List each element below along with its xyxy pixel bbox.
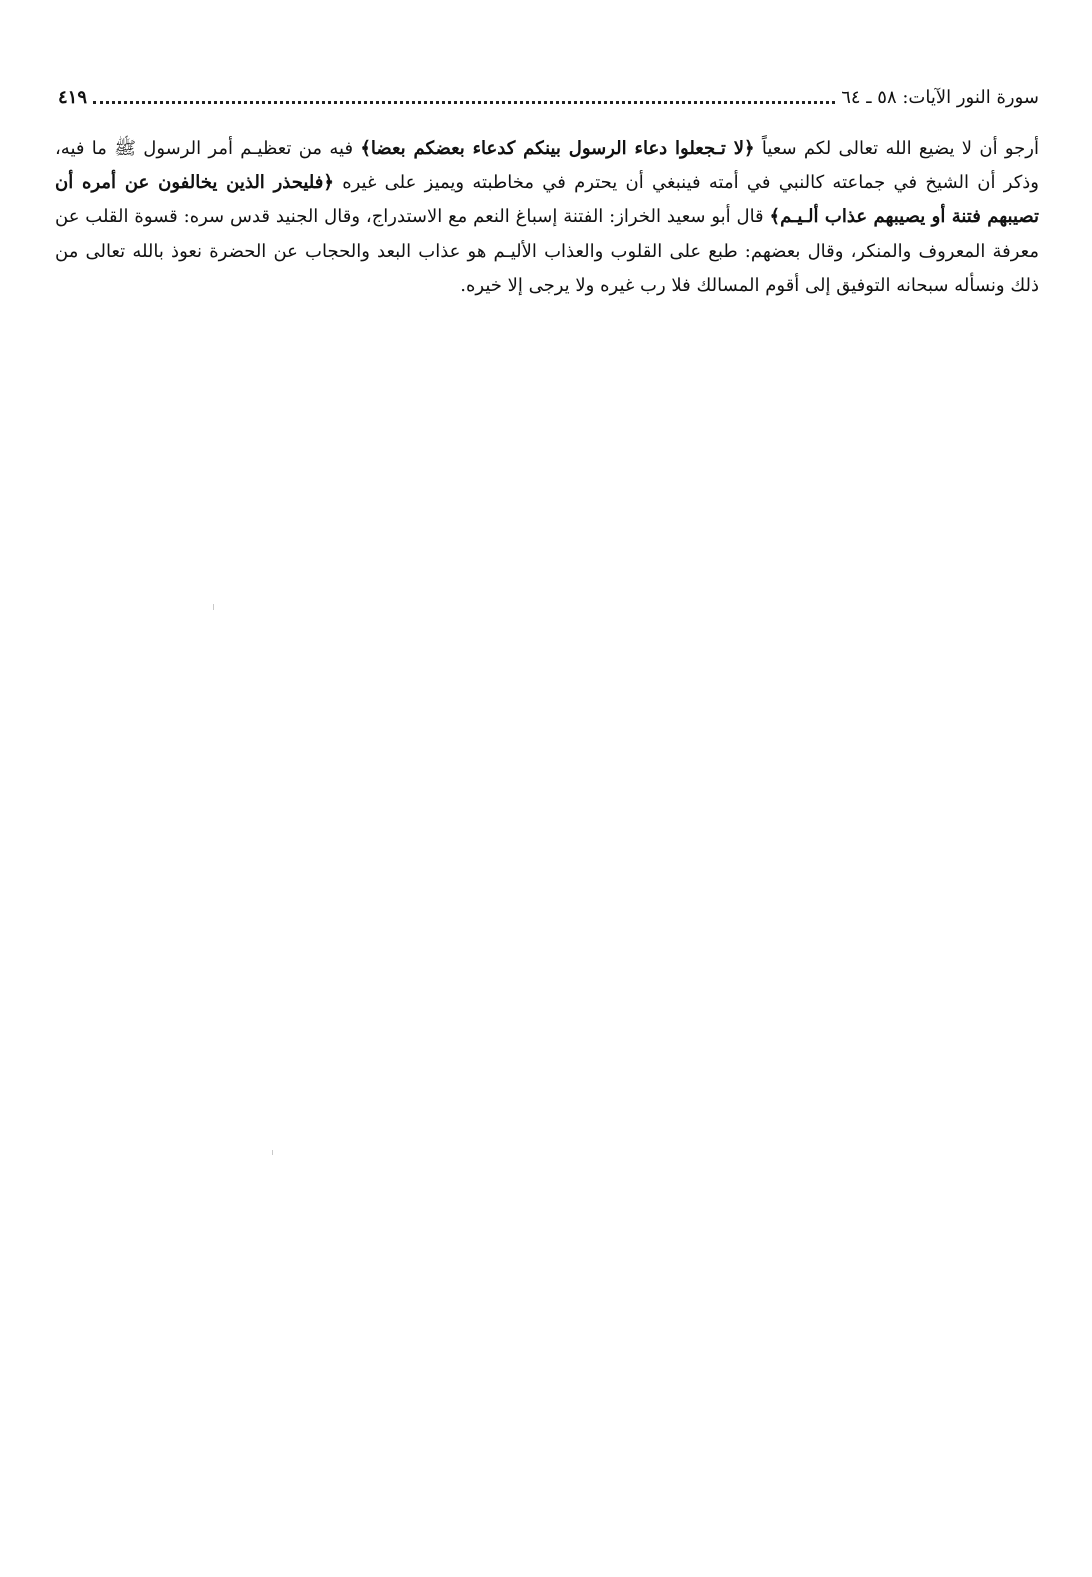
text-segment: فيه من تعظيـم أمر الرسول ﷺ ما فيه، وذكر أن الشيخ في جماعته كالنبي في أمته فينبغي أن يحترم في مخاطبته ويميز على غيره bbox=[55, 138, 1039, 194]
commentary-paragraph bbox=[55, 132, 1039, 303]
scan-artifact bbox=[272, 1150, 273, 1155]
scan-artifact bbox=[213, 604, 214, 610]
paragraph-text bbox=[55, 132, 1039, 303]
running-header bbox=[58, 78, 1039, 112]
text-segment: أرجو أن لا يضيع الله تعالى لكم سعياً bbox=[754, 138, 1039, 159]
running-header-title: سورة النور الآيات: ٥٨ ـ ٦٤ bbox=[841, 87, 1039, 108]
text-segment: قال أبو سعيد الخراز: الفتنة إسباغ النعم مع الاستدراج، وقال الجنيد قدس سره: قسوة القلب عن معرفة المعروف والمنكر، وقال بعضهم: طبع على القلوب والعذاب الأليـم هو عذاب البعد والحجاب عن الحضرة نعوذ بالله تعالى من ذلك ونسأله سبحانه التوفيق إلى أقوم المسالك فلا رب غيره ولا يرجى إلا خيره. bbox=[55, 206, 1039, 296]
dotted-leader bbox=[93, 101, 835, 104]
quran-quote: ﴿لا تـجعلوا دعاء الرسول بينكم كدعاء بعضكم بعضا﴾ bbox=[360, 138, 755, 159]
quran-quote: ﴿فليحذر الذين يخالفون عن أمره أن تصيبهم فتنة أو يصيبهم عذاب ألـيـم﴾ bbox=[55, 172, 1040, 228]
page-number: ٤١٩ bbox=[58, 87, 88, 108]
